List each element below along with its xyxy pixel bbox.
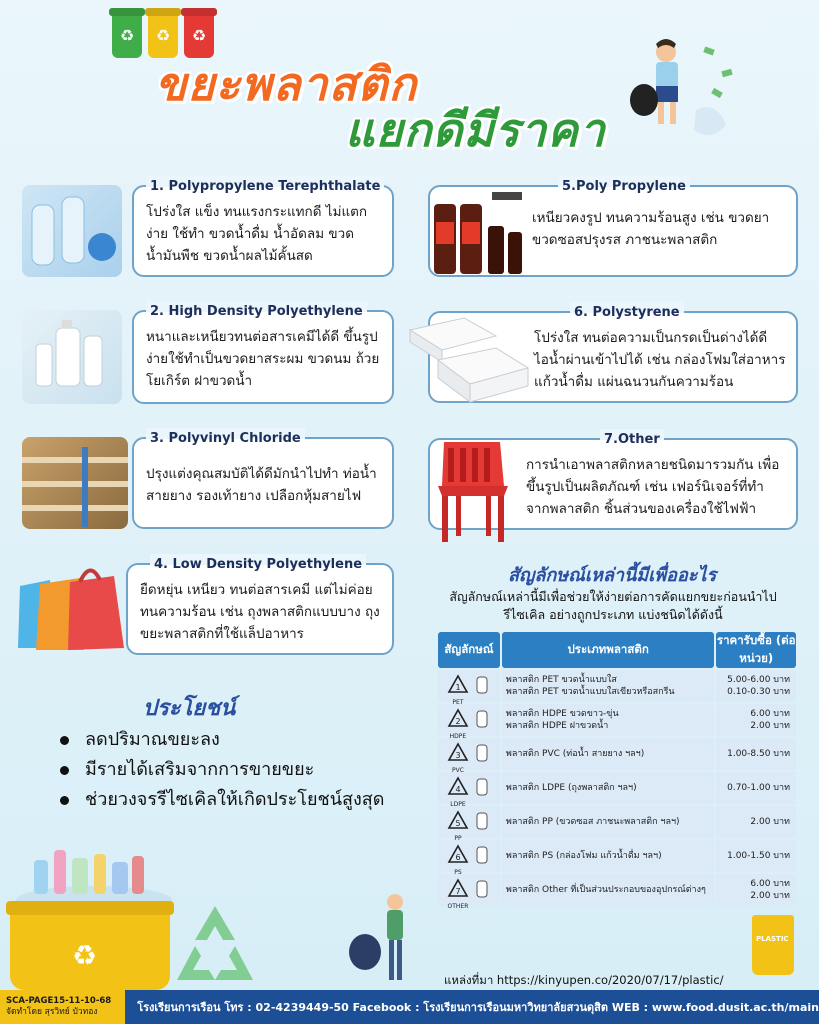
svg-text:2: 2 xyxy=(455,716,461,726)
worker-collecting-trash-illustration xyxy=(345,890,425,990)
green-bin-icon: ♻ xyxy=(112,14,142,58)
table-row xyxy=(438,840,796,872)
plastic-chair-icon xyxy=(430,436,516,546)
symbols-title: สัญลักษณ์เหล่านี้มีเพื่ออะไร xyxy=(508,565,717,586)
table-row xyxy=(438,738,796,770)
recycle-bin-icon: ♻ xyxy=(10,905,170,990)
footer-bar xyxy=(0,990,819,1024)
price-cell: 5.00-6.00 บาท 0.10-0.30 บาท xyxy=(716,670,796,702)
svg-text:6: 6 xyxy=(455,852,461,862)
foam-boxes-icon xyxy=(404,308,534,408)
card-description: โปร่งใส แข็ง ทนแรงกระแทกดี ไม่แตกง่าย ใช้ทำ ขวดน้ำดื่ม น้ำอัดลม ขวดน้ำมันพืช ขวดน้ำผลไม้คั้นสด xyxy=(146,204,368,264)
header-price: ราคารับซื้อ (ต่อหน่วย) xyxy=(716,632,796,668)
recycle-code-icon: 4 LDPE xyxy=(438,772,500,804)
svg-text:4: 4 xyxy=(455,784,461,794)
recycle-code-icon: 2 HDPE xyxy=(438,704,500,736)
footer-author: จัดทำโดย สุรวิทย์ บัวทอง xyxy=(6,1007,98,1017)
source-text: แหล่งที่มา https://kinyupen.co/2020/07/17/plastic/ xyxy=(444,973,724,987)
plastic-type-cell: พลาสติก PVC (ท่อน้ำ สายยาง ฯลฯ) xyxy=(502,738,714,770)
benefits-list xyxy=(60,725,385,815)
card-description: หนาและเหนียวทนต่อสารเคมีได้ดี ขึ้นรูปง่ายใช้ทำเป็นขวดยาสระผม ขวดนม ถ้วยโยเกิร์ต ฝาขวดน้ำ xyxy=(146,329,380,389)
recycle-symbol-icon xyxy=(165,900,265,990)
card-title: 3. Polyvinyl Chloride xyxy=(146,428,305,450)
recycle-code-icon: 5 PP xyxy=(438,806,500,838)
card-description: ยืดหยุ่น เหนียว ทนต่อสารเคมี แต่ไม่ค่อย ทนความร้อน เช่น ถุงพลาสติกแบบบาง ถุงขยะพลาสติกที่ใช้แล็ปอาหาร xyxy=(140,582,380,642)
yellow-bin-icon: ♻ xyxy=(148,14,178,58)
plastic-card-1 xyxy=(132,179,394,277)
white-bottles-icon xyxy=(22,310,122,404)
card-description: การนำเอาพลาสติกหลายชนิดมารวมกัน เพื่อขึ้นรูปเป็นผลิตภัณฑ์ เช่น เฟอร์นิเจอร์ที่ทำ จากพลาสติก ชิ้นส่วนของเครื่องใช้ไฟฟ้า xyxy=(526,457,780,517)
red-bin-icon: ♻ xyxy=(184,14,214,58)
plastic-card-2 xyxy=(132,304,394,404)
card-title: 7.Other xyxy=(600,429,664,451)
plastic-type-cell: พลาสติก PET ขวดน้ำแบบใส พลาสติก PET ขวดน้ำแบบใสเขียวหรือสกรีน xyxy=(502,670,714,702)
header-type: ประเภทพลาสติก xyxy=(502,632,714,668)
plastic-bags-icon xyxy=(10,556,138,656)
table-row xyxy=(438,772,796,804)
plastic-bottles-icon xyxy=(22,185,122,277)
price-cell: 6.00 บาท 2.00 บาท xyxy=(716,704,796,736)
table-row xyxy=(438,704,796,736)
footer-code-box xyxy=(0,990,125,1024)
small-plastic-bin-icon: PLASTIC xyxy=(752,915,794,975)
table-row xyxy=(438,874,796,906)
card-description: ปรุงแต่งคุณสมบัติได้ดีมักนำไปทำ ท่อน้ำ สายยาง รองเท้ายาง เปลือกหุ้มสายไฟ xyxy=(146,466,377,504)
card-title: 4. Low Density Polyethylene xyxy=(150,554,366,576)
plastic-type-cell: พลาสติก LDPE (ถุงพลาสติก ฯลฯ) xyxy=(502,772,714,804)
price-cell: 2.00 บาท xyxy=(716,806,796,838)
plastic-type-cell: พลาสติก PP (ขวดซอส ภาชนะพลาสติก ฯลฯ) xyxy=(502,806,714,838)
plastic-type-cell: พลาสติก HDPE ขวดขาว-ขุ่น พลาสติก HDPE ฝาขวดน้ำ xyxy=(502,704,714,736)
card-title: 2. High Density Polyethylene xyxy=(146,301,367,323)
recycle-code-icon: 6 PS xyxy=(438,840,500,872)
price-cell: 6.00 บาท 2.00 บาท xyxy=(716,874,796,906)
title-line-2: แยกดีมีราคา xyxy=(345,103,606,157)
plastic-waste-pile-illustration xyxy=(14,830,174,910)
card-title: 5.Poly Propylene xyxy=(558,176,690,198)
benefit-item: มีรายได้เสริมจากการขายขยะ xyxy=(60,755,385,785)
symbols-subtitle: สัญลักษณ์เหล่านี้มีเพื่อช่วยให้ง่ายต่อการคัดแยกขยะก่อนนำไปรีไซเคิล อย่างถูกประเภท แบ่งชนิดได้ดังนี้ xyxy=(449,589,777,622)
recycling-price-table xyxy=(436,630,798,908)
plastic-card-3 xyxy=(132,431,394,529)
svg-text:5: 5 xyxy=(455,818,461,828)
svg-text:1: 1 xyxy=(455,682,461,692)
man-carrying-trash-illustration xyxy=(626,30,746,150)
benefit-item: ลดปริมาณขยะลง xyxy=(60,725,385,755)
benefit-item: ช่วยวงจรรีไซเคิลให้เกิดประโยชน์สูงสุด xyxy=(60,785,385,815)
header-symbol: สัญลักษณ์ xyxy=(438,632,500,668)
price-cell: 1.00-1.50 บาท xyxy=(716,840,796,872)
plastic-card-4 xyxy=(126,557,394,655)
recycle-code-icon: 7 OTHER xyxy=(438,874,500,906)
card-title: 1. Polypropylene Terephthalate xyxy=(146,176,384,198)
table-row xyxy=(438,806,796,838)
card-description: เหนียวคงรูป ทนความร้อนสูง เช่น ขวดยา ขวดซอสปรุงรส ภาชนะพลาสติก xyxy=(532,210,770,248)
svg-text:7: 7 xyxy=(455,886,461,896)
recycle-code-icon: 1 PET xyxy=(438,670,500,702)
footer-contact-text: โรงเรียนการเรือน โทร : 02-4239449-50 Facebook : โรงเรียนการเรือนมหาวิทยาลัยสวนดุสิต WEB : www.food.dusit.ac.th/main xyxy=(137,1001,819,1014)
footer-code: SCA-PAGE15-11-10-68 xyxy=(6,996,112,1006)
plastic-type-cell: พลาสติก Other ที่เป็นส่วนประกอบของอุปกรณ์ต่างๆ xyxy=(502,874,714,906)
table-row xyxy=(438,670,796,702)
benefits-title: ประโยชน์ xyxy=(143,696,236,721)
title-line-1: ขยะพลาสติก xyxy=(155,57,418,111)
pvc-pipes-icon xyxy=(22,437,128,529)
sauce-bottles-icon xyxy=(432,186,526,276)
plastic-type-cell: พลาสติก PS (กล่องโฟม แก้วน้ำดื่ม ฯลฯ) xyxy=(502,840,714,872)
card-title: 6. Polystyrene xyxy=(570,302,684,324)
svg-text:3: 3 xyxy=(455,750,461,760)
price-cell: 1.00-8.50 บาท xyxy=(716,738,796,770)
recycle-code-icon: 3 PVC xyxy=(438,738,500,770)
card-description: โปร่งใส ทนต่อความเป็นกรดเป็นด่างได้ดี ไอน้ำผ่านเข้าไปได้ เช่น กล่องโฟมใส่อาหาร แก้วน้ำดื่ม แผ่นฉนวนกันความร้อน xyxy=(534,330,786,390)
price-cell: 0.70-1.00 บาท xyxy=(716,772,796,804)
